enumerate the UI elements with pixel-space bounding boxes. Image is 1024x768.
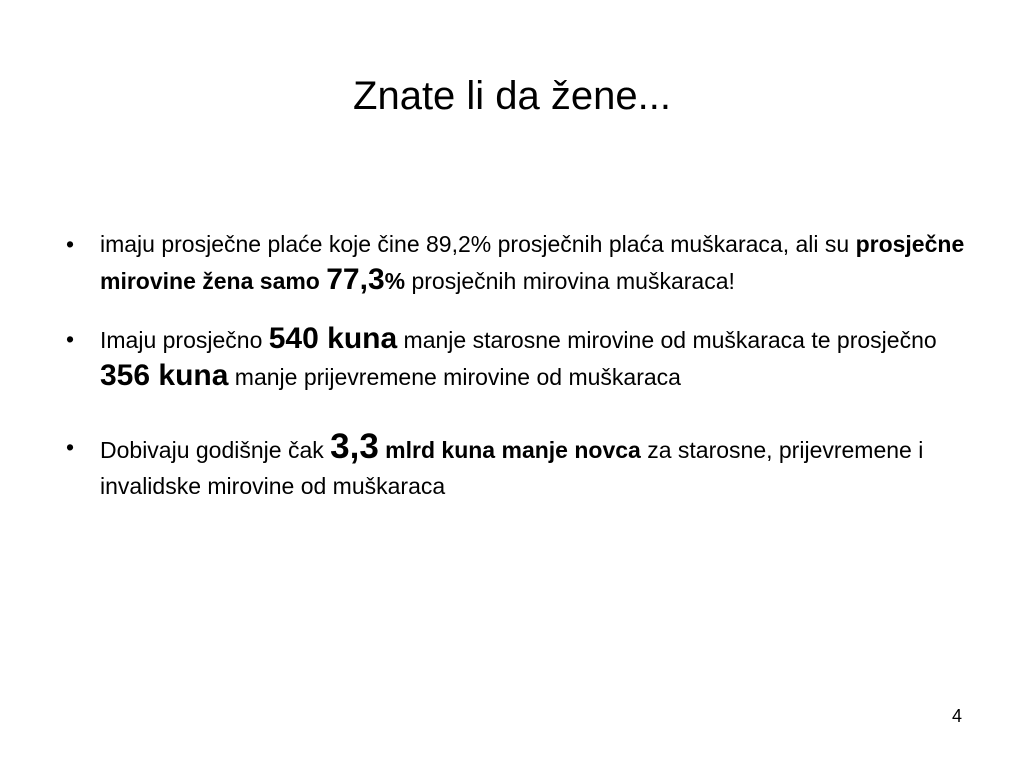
bullet-emphasis: prosječne mirovine žena samo [100, 231, 965, 294]
bullet-text: prosječnih mirovina muškaraca! [405, 268, 735, 294]
bullet-item-pension-difference [60, 321, 980, 395]
bullet-item-salary [60, 226, 980, 299]
bullet-highlight-number: 540 kuna [268, 322, 398, 355]
bullet-highlight-number: 3,3 [330, 427, 379, 466]
bullet-text: za starosne, prijevremene i invalidske mirovine od muškaraca [100, 437, 924, 499]
bullet-text: manje starosne mirovine od muškaraca te prosječno [397, 327, 937, 353]
bullet-highlight-number: 77,3 [326, 263, 385, 296]
bullet-emphasis: % [384, 268, 406, 294]
bullet-text: Dobivaju godišnje čak [100, 437, 331, 463]
bullet-item-annual-total [60, 429, 980, 504]
bullet-text: Imaju prosječno [100, 327, 269, 353]
page-number: 4 [951, 706, 962, 726]
bullet-marker: • [65, 434, 75, 460]
bullet-list [60, 226, 980, 504]
bullet-emphasis: mlrd kuna manje novca [378, 437, 641, 463]
bullet-marker: • [65, 326, 75, 352]
bullet-text: imaju prosječne plaće koje čine 89,2% prosječnih plaća muškaraca, ali su [100, 231, 856, 257]
slide-title: Znate li da žene... [353, 74, 671, 118]
bullet-highlight-number: 356 kuna [100, 359, 229, 392]
bullet-marker: • [65, 231, 75, 257]
bullet-text: manje prijevremene mirovine od muškaraca [228, 364, 681, 390]
